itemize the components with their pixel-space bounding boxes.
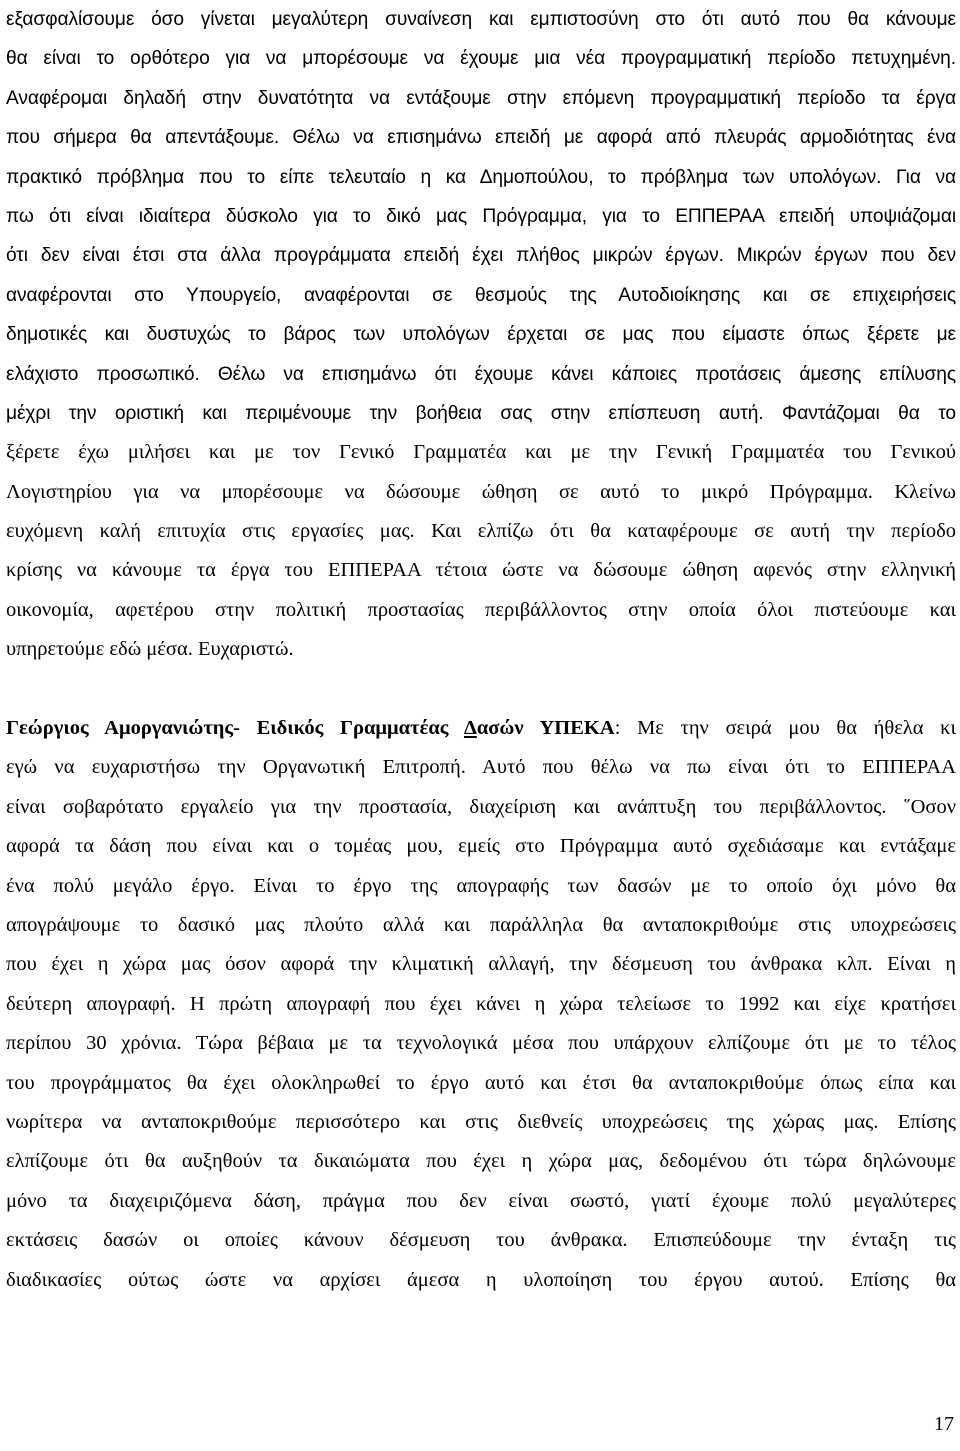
- text-line: ένα πολύ μεγάλο έργο. Είναι το έργο της απογραφής των δασών με το οποίο όχι μόνο θα: [6, 874, 956, 897]
- text-line: ότι δεν είναι έτσι στα άλλα προγράμματα επειδή έχει πλήθος μικρών έργων. Μικρών έργων που δεν: [6, 245, 956, 267]
- text-line: νωρίτερα να ανταποκριθούμε περισσότερο και στις διεθνείς υποχρεώσεις της χώρας μας. Επίσης: [6, 1110, 956, 1133]
- document-page: [6, 0, 956, 1451]
- text-line: υπηρετούμε εδώ μέσα. Ευχαριστώ.: [6, 638, 294, 661]
- text-line: θα είναι το ορθότερο για να μπορέσουμε να έχουμε μια νέα προγραμματική περίοδο πετυχημένη.: [6, 48, 956, 70]
- text-line: δημοτικές και δυστυχώς το βάρος των υπολόγων έρχεται σε μας που είμαστε όπως ξέρετε με: [6, 324, 956, 346]
- text-line: εγώ να ευχαριστήσω την Οργανωτική Επιτροπή. Αυτό που θέλω να πω είναι ότι το ΕΠΠΕΡΑΑ: [6, 756, 956, 779]
- text-line: εξασφαλίσουμε όσο γίνεται μεγαλύτερη συναίνεση και εμπιστοσύνη στο ότι αυτό που θα κάνουμε: [6, 9, 956, 30]
- text-line: ευχόμενη καλή επιτυχία στις εργασίες μας. Και ελπίζω ότι θα καταφέρουμε σε αυτή την περίοδο: [6, 520, 956, 543]
- text-line: ελπίζουμε ότι θα αυξηθούν τα δικαιώματα που έχει η χώρα μας, δεδομένου ότι τώρα δηλώνουμε: [6, 1150, 956, 1173]
- text-line: του προγράμματος θα έχει ολοκληρωθεί το έργο αυτό και έτσι θα ανταποκριθούμε όπως είπα και: [6, 1071, 956, 1094]
- text-line: αφορά τα δάση που είναι και ο τομέας μου, εμείς στο Πρόγραμμα αυτό σχεδιάσαμε και εντάξαμε: [6, 835, 956, 858]
- text-line: που σήμερα θα απεντάξουμε. Θέλω να επισημάνω επειδή με αφορά από πλευράς αρμοδιότητας ένα: [6, 127, 956, 149]
- paragraph-gap: [6, 670, 956, 709]
- text-line: εκτάσεις δασών οι οποίες κάνουν δέσμευση του άνθρακα. Επισπεύδουμε την ένταξη τις: [6, 1229, 956, 1252]
- text-line: πω ότι είναι ιδιαίτερα δύσκολο για το δικό μας Πρόγραμμα, για το ΕΠΠΕΡΑΑ επειδή υποψιάζομαι: [6, 205, 956, 227]
- text-line: μόνο τα διαχειριζόμενα δάση, πράγμα που δεν είναι σωστό, γιατί έχουμε πολύ μεγαλύτερες: [6, 1189, 956, 1212]
- text-line: απογράψουμε το δασικό μας πλούτο αλλά και παράλληλα θα ανταποκριθούμε στις υποχρεώσεις: [6, 913, 956, 936]
- text-line: Λογιστηρίου για να μπορέσουμε να δώσουμε ώθηση σε αυτό το μικρό Πρόγραμμα. Κλείνω: [6, 480, 956, 503]
- text-line: πρακτικό πρόβλημα που το είπε τελευταίο η κα Δημοπούλου, το πρόβλημα των υπολόγων. Για να: [6, 166, 956, 188]
- speaker-intro-text: : Με την σειρά μου θα ήθελα κι: [614, 717, 957, 740]
- text-line: Αναφέρομαι δηλαδή στην δυνατότητα να εντάξουμε στην επόμενη προγραμματική περίοδο τα έργα: [6, 87, 956, 109]
- text-line: περίπου 30 χρόνια. Τώρα βέβαια με τα τεχνολογικά μέσα που υπάρχουν ελπίζουμε ότι με το τέλος: [6, 1032, 956, 1055]
- speaker-name-part1: Γεώργιος Αμοργανιώτης- Ειδικός Γραμματέας: [6, 717, 464, 740]
- speaker-name-part2: ασών ΥΠΕΚΑ: [476, 717, 615, 740]
- text-line: ξέρετε έχω μιλήσει και με τον Γενικό Γραμματέα και με την Γενική Γραμματέα του Γενικού: [6, 441, 956, 464]
- text-line: που έχει η χώρα μας όσον αφορά την κλιματική αλλαγή, την δέσμευση του άνθρακα κλπ. Είναι η: [6, 953, 956, 976]
- speaker-line: [6, 709, 956, 748]
- text-line: δεύτερη απογραφή. Η πρώτη απογραφή που έχει κάνει η χώρα τελείωσε το 1992 και είχε κρατήσει: [6, 992, 956, 1015]
- text-line: κρίσης να κάνουμε τα έργα του ΕΠΠΕΡΑΑ τέτοια ώστε να δώσουμε ώθηση αφενός στην ελληνική: [6, 559, 956, 582]
- speaker-name-underlined: Δ: [463, 717, 477, 740]
- text-line: αναφέρονται στο Υπουργείο, αναφέρονται σε θεσμούς της Αυτοδιοίκησης και σε επιχειρήσεις: [6, 284, 956, 306]
- paragraph-1: [6, 0, 956, 670]
- text-line: οικονομία, αφετέρου στην πολιτική προστασίας περιβάλλοντος στην οποία όλοι πιστεύουμε και: [6, 598, 956, 621]
- paragraph-2: [6, 748, 956, 1299]
- text-line: μέχρι την οριστική και περιμένουμε την βοήθεια σας στην επίσπευση αυτή. Φαντάζομαι θα το: [6, 402, 956, 424]
- text-line: είναι σοβαρότατο εργαλείο για την προστασία, διαχείριση και ανάπτυξη του περιβάλλοντος. ῞Οσον: [6, 795, 956, 818]
- text-line: διαδικασίες ούτως ώστε να αρχίσει άμεσα η υλοποίηση του έργου αυτού. Επίσης θα: [6, 1268, 956, 1291]
- text-line: ελάχιστο προσωπικό. Θέλω να επισημάνω ότι έχουμε κάνει κάποιες προτάσεις άμεσης επίλυσης: [6, 363, 956, 385]
- page-number: 17: [934, 1413, 954, 1435]
- speaker-name: [6, 717, 615, 739]
